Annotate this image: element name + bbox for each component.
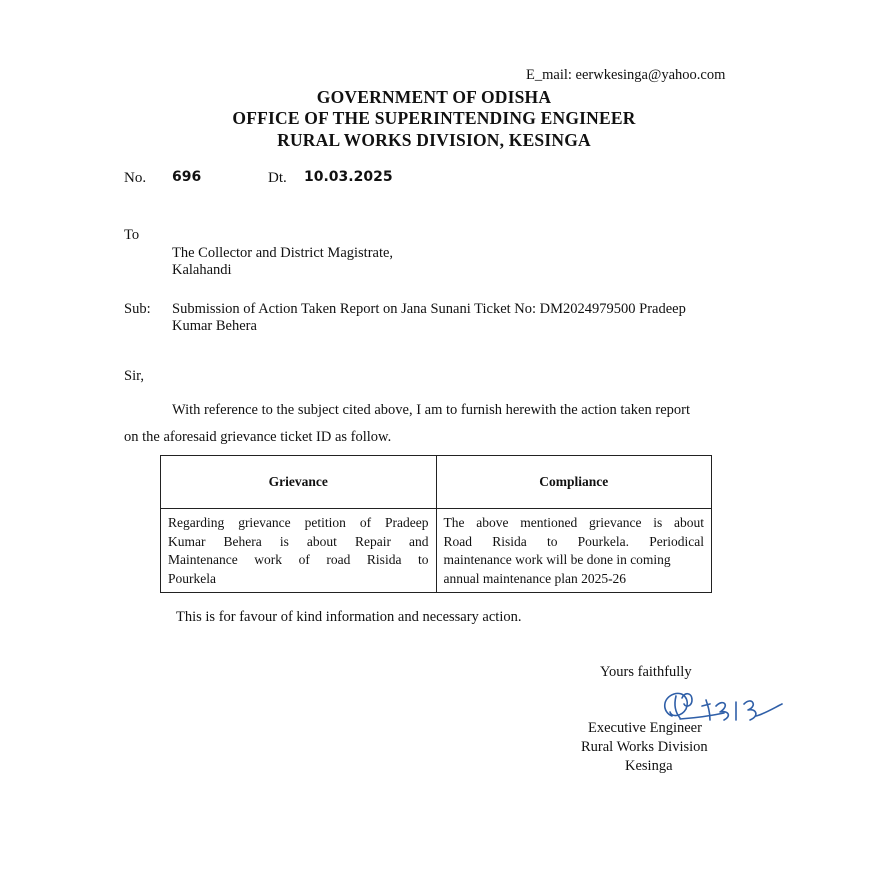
grievance-compliance-table (160, 455, 712, 593)
header-government: GOVERNMENT OF ODISHA (316, 87, 552, 107)
header-division: RURAL WORKS DIVISION, KESINGA (277, 130, 591, 150)
compliance-line: The above mentioned grievance is about (443, 515, 704, 530)
letter-date-label: Dt. (268, 170, 287, 186)
grievance-line: Maintenance work of road Risida to (168, 552, 429, 567)
compliance-line: Road Risida to Pourkela. Periodical (443, 533, 704, 549)
grievance-cell (161, 509, 437, 593)
letter-date: 10.03.2025 (304, 169, 393, 185)
signatory-place: Kesinga (625, 758, 673, 774)
letter-number: 696 (172, 169, 202, 185)
table-row (161, 509, 712, 593)
body-paragraph-line-1: With reference to the subject cited above, I am to furnish herewith the action taken report (172, 402, 690, 418)
body-paragraph-line-2: on the aforesaid grievance ticket ID as follow. (124, 429, 392, 445)
to-label: To (124, 227, 140, 243)
subject-label: Sub: (124, 301, 151, 317)
grievance-line: Pourkela (168, 570, 216, 586)
signatory-division: Rural Works Division (581, 739, 708, 755)
compliance-cell (436, 509, 712, 593)
subject-line-1: Submission of Action Taken Report on Jana Sunani Ticket No: DM2024979500 Pradeep (172, 301, 686, 317)
table-header-row (161, 456, 712, 509)
letter-number-label: No. (124, 170, 147, 186)
compliance-line: maintenance work will be done in coming (443, 552, 671, 567)
subject-line-2: Kumar Behera (172, 318, 257, 334)
salutation: Sir, (124, 368, 144, 384)
addressee-line-2: Kalahandi (172, 262, 232, 278)
yours-faithfully: Yours faithfully (600, 664, 692, 680)
grievance-line: Regarding grievance petition of Pradeep (168, 515, 429, 530)
signatory-designation: Executive Engineer (588, 720, 702, 736)
grievance-header: Grievance (161, 456, 437, 509)
addressee-line-1: The Collector and District Magistrate, (172, 245, 394, 261)
header-office: OFFICE OF THE SUPERINTENDING ENGINEER (232, 108, 636, 128)
compliance-line: annual maintenance plan 2025-26 (443, 570, 627, 586)
closing-line: This is for favour of kind information and necessary action. (176, 609, 522, 625)
email-address: E_mail: eerwkesinga@yahoo.com (526, 67, 726, 83)
grievance-line: Kumar Behera is about Repair and (168, 533, 429, 549)
compliance-header: Compliance (436, 456, 712, 509)
